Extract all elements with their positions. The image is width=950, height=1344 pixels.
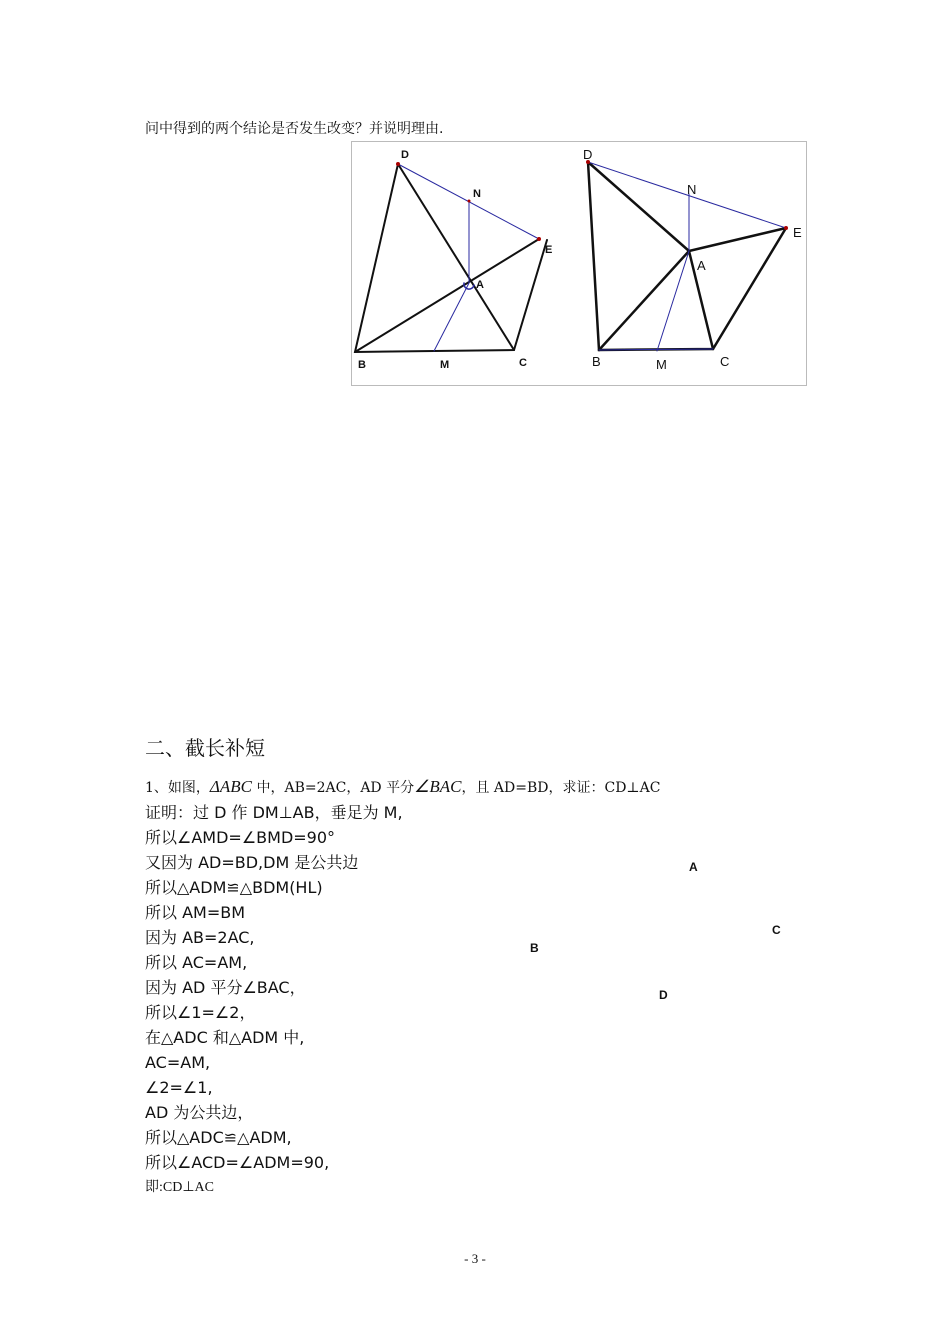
proof-block — [145, 800, 403, 1200]
proof-line: AD 为公共边， — [145, 1103, 254, 1122]
proof-conclusion: 即:CD⊥AC — [145, 1180, 214, 1195]
label-C-right: C — [720, 354, 730, 369]
figure2-label-B: B — [530, 941, 539, 955]
proof-line: 所以∠1=∠2， — [145, 1003, 256, 1022]
label-M-right: M — [656, 357, 667, 372]
problem-statement — [145, 777, 660, 797]
figure-svg — [352, 142, 808, 387]
proof-line: 所以∠AMD=∠BMD=90° — [145, 828, 336, 847]
label-N-left: N — [473, 188, 481, 200]
section-title: 二、截长补短 — [145, 736, 265, 760]
proof-line: 所以△ADC≌△ADM, — [145, 1128, 292, 1147]
label-A-left: A — [476, 279, 484, 291]
proof-line: 所以∠ACD=∠ADM=90, — [145, 1153, 330, 1172]
proof-line: 所以 AM=BM — [145, 903, 246, 922]
proof-line: 因为 AB=2AC, — [145, 928, 255, 947]
label-B-left: B — [358, 359, 366, 371]
proof-line: 所以 AC=AM, — [145, 953, 248, 972]
proof-line: 所以△ADM≌△BDM(HL) — [145, 878, 323, 897]
figure2-label-C: C — [772, 923, 781, 937]
label-E-right: E — [793, 225, 802, 240]
problem-triangle: ΔABC — [209, 777, 253, 796]
label-B-right: B — [592, 354, 601, 369]
problem-angle: ∠BAC — [414, 777, 462, 796]
figure2-label-A: A — [689, 860, 698, 874]
proof-line: ∠2=∠1, — [145, 1078, 213, 1097]
proof-line: 证明：过 D 作 DM⊥AB，垂足为 M, — [145, 803, 403, 822]
figure-quadrilaterals — [351, 141, 807, 386]
proof-line: 因为 AD 平分∠BAC， — [145, 978, 306, 997]
label-M-left: M — [440, 359, 450, 371]
page-number: - 3 - — [464, 1251, 486, 1266]
intro-text: 问中得到的两个结论是否发生改变？并说明理由. — [145, 121, 444, 137]
label-A-right: A — [697, 258, 706, 273]
proof-line: 在△ADC 和△ADM 中, — [145, 1028, 305, 1047]
label-E-left: E — [545, 244, 553, 256]
label-N-right: N — [687, 182, 697, 197]
problem-part2: 中，AB=2AC，AD 平分 — [252, 780, 415, 796]
figure2-label-D: D — [659, 988, 668, 1002]
label-D-left: D — [401, 149, 409, 161]
problem-part1: 1、如图， — [145, 780, 210, 796]
problem-part3: ，且 AD=BD，求证：CD⊥AC — [461, 780, 661, 796]
label-D-right: D — [583, 147, 593, 162]
label-C-left: C — [519, 357, 527, 369]
proof-line: AC=AM, — [145, 1053, 211, 1072]
left-figure — [355, 162, 547, 352]
proof-line: 又因为 AD=BD,DM 是公共边 — [145, 853, 359, 872]
